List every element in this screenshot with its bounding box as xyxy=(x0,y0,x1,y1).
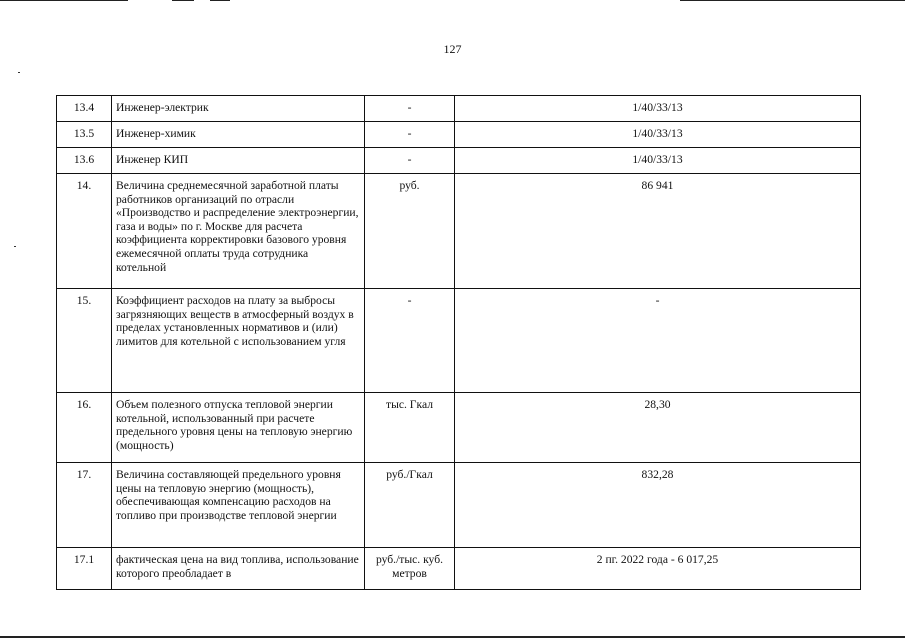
row-name: Коэффициент расходов на плату за выбросы загрязняющих веществ в атмосферный воздух в пределах установленных нормативов и (или) лимитов для котельной с использованием угля xyxy=(112,289,365,393)
table-row xyxy=(57,548,861,590)
row-name: Объем полезного отпуска тепловой энергии котельной, использованный при расчете предельного уровня цены на тепловую энергию (мощность) xyxy=(112,393,365,463)
row-unit: руб. xyxy=(365,174,455,289)
table-row xyxy=(57,122,861,148)
row-unit: - xyxy=(365,96,455,122)
row-unit: - xyxy=(365,122,455,148)
table-row xyxy=(57,96,861,122)
table-row xyxy=(57,174,861,289)
row-unit: - xyxy=(365,289,455,393)
row-value: 28,30 xyxy=(455,393,861,463)
row-unit: руб./Гкал xyxy=(365,463,455,548)
row-number: 17.1 xyxy=(57,548,112,590)
tariff-table xyxy=(56,95,861,590)
row-number: 16. xyxy=(57,393,112,463)
row-unit: тыс. Гкал xyxy=(365,393,455,463)
scan-speck xyxy=(18,72,20,73)
row-value: - xyxy=(455,289,861,393)
table-row xyxy=(57,463,861,548)
scan-bottom-edge xyxy=(0,636,905,638)
row-value: 1/40/33/13 xyxy=(455,122,861,148)
row-name: Инженер-химик xyxy=(112,122,365,148)
table-row xyxy=(57,289,861,393)
row-number: 15. xyxy=(57,289,112,393)
row-name: фактическая цена на вид топлива, использование которого преобладает в xyxy=(112,548,365,590)
table-row xyxy=(57,148,861,174)
row-number: 13.6 xyxy=(57,148,112,174)
row-number: 13.4 xyxy=(57,96,112,122)
scan-speck xyxy=(14,246,16,247)
row-value: 1/40/33/13 xyxy=(455,148,861,174)
row-name: Величина среднемесячной заработной платы работников организаций по отрасли «Производство и распределение электроэнергии, газа и воды» по г. Москве для расчета коэффициента корректировки базового уровня ежемесячной оплаты труда сотрудника котельной xyxy=(112,174,365,289)
row-unit: - xyxy=(365,148,455,174)
row-number: 13.5 xyxy=(57,122,112,148)
row-value: 832,28 xyxy=(455,463,861,548)
row-value: 1/40/33/13 xyxy=(455,96,861,122)
table-row xyxy=(57,393,861,463)
row-unit: руб./тыс. куб. метров xyxy=(365,548,455,590)
row-number: 17. xyxy=(57,463,112,548)
row-name: Инженер КИП xyxy=(112,148,365,174)
row-value: 2 пг. 2022 года - 6 017,25 xyxy=(455,548,861,590)
page-number: 127 xyxy=(443,42,462,56)
row-number: 14. xyxy=(57,174,112,289)
row-value: 86 941 xyxy=(455,174,861,289)
row-name: Инженер-электрик xyxy=(112,96,365,122)
row-name: Величина составляющей предельного уровня цены на тепловую энергию (мощность), обеспечивающая компенсацию расходов на топливо при производстве тепловой энергии xyxy=(112,463,365,548)
scan-top-edge xyxy=(0,0,905,4)
